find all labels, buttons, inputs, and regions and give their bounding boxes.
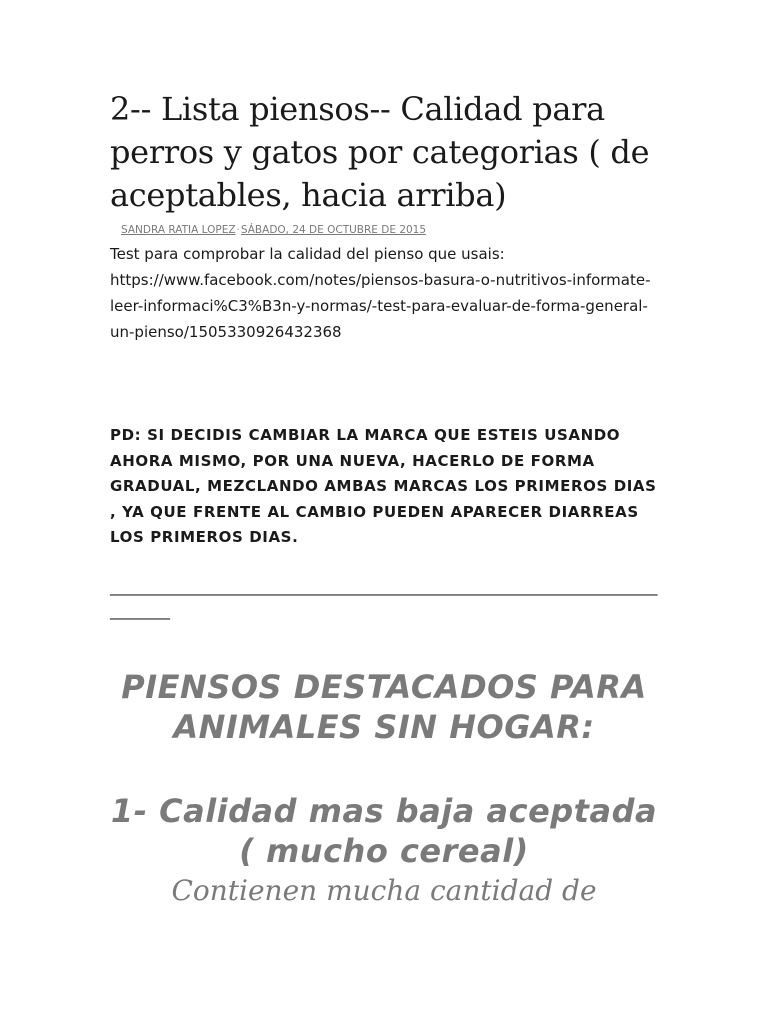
intro-text: Test para comprobar la calidad del pienso que usais: — [110, 245, 505, 263]
post-date-link[interactable]: SÁBADO, 24 DE OCTUBRE DE 2015 — [240, 224, 427, 236]
byline-separator: · — [236, 224, 240, 236]
facebook-test-link[interactable]: https://www.facebook.com/notes/piensos-basura-o-nutritivos-informate-leer-informaci%C3%B3n-y-normas/-test-para-evaluar-de-forma-general-un-pienso/1505330926432368 — [110, 271, 651, 341]
author-link[interactable]: SANDRA RATIA LOPEZ — [121, 224, 236, 236]
post-content — [110, 88, 658, 911]
section-heading: PIENSOS DESTACADOS PARA ANIMALES SIN HOGAR: — [121, 667, 647, 746]
post-byline — [121, 223, 658, 237]
post-title: 2-- Lista piensos-- Calidad para perros y gatos por categorias ( de aceptables, hacia arriba) — [110, 90, 650, 214]
brand-change-notice: PD: SI DECIDIS CAMBIAR LA MARCA QUE ESTEIS USANDO AHORA MISMO, POR UNA NUEVA, HACERLO DE FORMA GRADUAL, MEZCLANDO AMBAS MARCAS LOS PRIMEROS DIAS , YA QUE FRENTE AL CAMBIO PUEDEN APARECER DIARREAS LOS PRIMEROS DIAS. — [110, 426, 657, 546]
category-description: Contienen mucha cantidad de — [171, 873, 597, 907]
text-divider: _________________________________________________________________________________ — [110, 577, 658, 620]
intro-paragraph — [110, 241, 658, 345]
category-heading: 1- Calidad mas baja aceptada ( mucho cereal) — [110, 791, 658, 870]
